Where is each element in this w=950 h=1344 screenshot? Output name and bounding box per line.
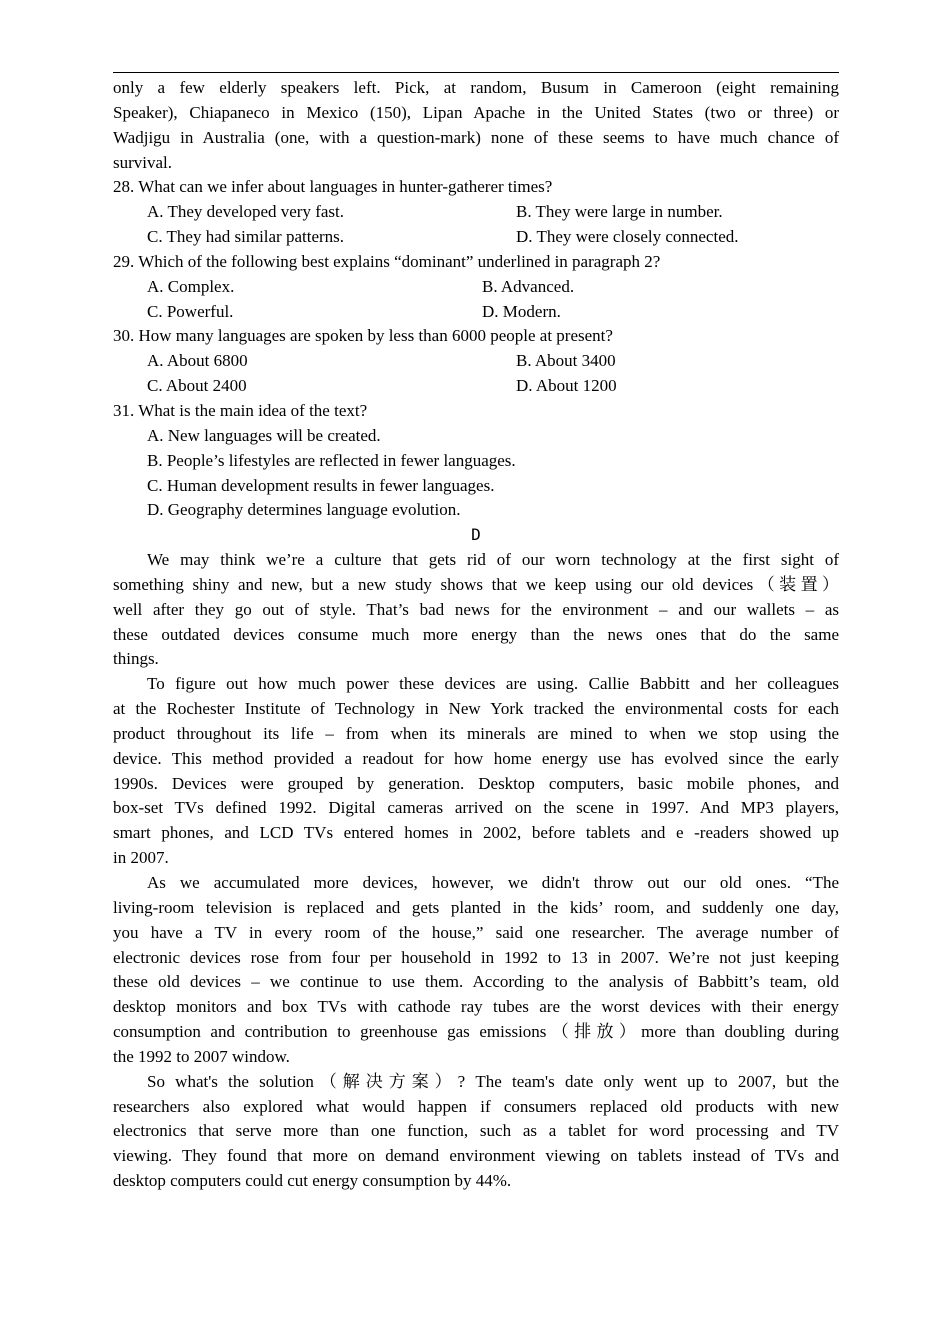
question-29-stem: 29. Which of the following best explains “dominant” underlined in paragraph 2? <box>113 251 661 271</box>
passage-line: Wadjigu in Australia (one, with a question-mark) none of these seems to have much chance of <box>113 127 839 147</box>
paragraph-2-line: To figure out how much power these devices are using. Callie Babbitt and her colleagues <box>147 674 839 694</box>
question-29-options-row2 <box>113 300 839 325</box>
header-rule <box>113 72 839 73</box>
option-d: D. They were closely connected. <box>516 227 739 247</box>
paragraph-1-line: these outdated devices consume much more energy than the news ones that do the same <box>113 624 839 644</box>
paragraph-1-line: things. <box>113 649 159 669</box>
paragraph-4-line: researchers also explored what would happen if consumers replaced old products with new <box>113 1096 839 1116</box>
paragraph-4-line: viewing. They found that more on demand environment viewing on tablets instead of TVs and <box>113 1146 839 1166</box>
paragraph-1-line: something shiny and new, but a new study shows that we keep using our old devices（装置） <box>113 574 839 594</box>
question-30-options-row2 <box>113 374 839 399</box>
paragraph-3-line: consumption and contribution to greenhouse gas emissions（排放）more than doubling during <box>113 1022 839 1042</box>
paragraph-3-line: you have a TV in every room of the house,” said one researcher. The average number of <box>113 922 839 942</box>
paragraph-2-line: product throughout its life – from when its minerals are mined to when we stop using the <box>113 723 839 743</box>
option-c: C. Human development results in fewer languages. <box>147 475 495 495</box>
option-c: C. Powerful. <box>147 301 234 321</box>
paragraph-2-line: smart phones, and LCD TVs entered homes in 2002, before tablets and e -readers showed up <box>113 823 839 843</box>
paragraph-4-line: electronics that serve more than one function, such as a tablet for word processing and TV <box>113 1121 839 1141</box>
option-c: C. They had similar patterns. <box>147 227 345 247</box>
option-a: A. About 6800 <box>147 351 248 371</box>
section-heading: D <box>471 525 481 545</box>
paragraph-1-line: We may think we’re a culture that gets rid of our worn technology at the first sight of <box>147 550 839 570</box>
option-c: C. About 2400 <box>147 376 247 396</box>
option-b: B. Advanced. <box>482 276 575 296</box>
document-body <box>113 76 839 1194</box>
option-b: B. People’s lifestyles are reflected in fewer languages. <box>147 450 516 470</box>
question-30-options-row1 <box>113 349 839 374</box>
question-28-options-row1 <box>113 200 839 225</box>
passage-line: only a few elderly speakers left. Pick, at random, Busum in Cameroon (eight remaining <box>113 78 839 97</box>
paragraph-2-line: device. This method provided a readout for how home energy use has evolved since the early <box>113 748 839 768</box>
option-a: A. They developed very fast. <box>147 202 345 222</box>
option-d: D. Geography determines language evolution. <box>147 500 461 520</box>
paragraph-4-line: So what's the solution（解决方案）? The team's date only went up to 2007, but the <box>147 1071 839 1091</box>
question-30-stem: 30. How many languages are spoken by less than 6000 people at present? <box>113 326 613 346</box>
paragraph-3-line: desktop monitors and box TVs with cathode ray tubes are the worst devices with their energy <box>113 997 839 1017</box>
question-28-options-row2 <box>113 225 839 250</box>
question-31-stem: 31. What is the main idea of the text? <box>113 400 368 420</box>
option-d: D. Modern. <box>482 301 561 321</box>
option-b: B. About 3400 <box>516 351 616 371</box>
paragraph-1-line: well after they go out of style. That’s bad news for the environment – and our wallets – as <box>113 599 839 619</box>
option-a: A. New languages will be created. <box>147 425 381 445</box>
option-a: A. Complex. <box>147 276 235 296</box>
paragraph-4-line: desktop computers could cut energy consumption by 44%. <box>113 1171 512 1191</box>
passage-line: survival. <box>113 152 173 172</box>
paragraph-3-line: electronic devices rose from four per household in 1992 to 13 in 2007. We’re not just keeping <box>113 947 839 967</box>
question-29-options-row1 <box>113 275 839 300</box>
paragraph-3-line: living-room television is replaced and gets planted in the kids’ room, and suddenly one day, <box>113 897 839 917</box>
paragraph-3-line: the 1992 to 2007 window. <box>113 1046 290 1066</box>
paragraph-2-line: at the Rochester Institute of Technology in New York tracked the environmental costs for each <box>113 699 839 719</box>
option-b: B. They were large in number. <box>516 202 723 222</box>
option-d: D. About 1200 <box>516 376 617 396</box>
paragraph-2-line: box-set TVs defined 1992. Digital cameras arrived on the scene in 1997. And MP3 players, <box>113 798 839 818</box>
paragraph-3-line: these old devices – we continue to use them. According to the analysis of Babbitt’s team, old <box>113 972 839 992</box>
paragraph-2-line: 1990s. Devices were grouped by generation. Desktop computers, basic mobile phones, and <box>113 773 839 793</box>
passage-line: Speaker), Chiapaneco in Mexico (150), Lipan Apache in the United States (two or three) or <box>113 102 839 122</box>
question-28-stem: 28. What can we infer about languages in hunter-gatherer times? <box>113 177 553 197</box>
paragraph-3-line: As we accumulated more devices, however, we didn't throw out our old ones. “The <box>147 873 839 892</box>
paragraph-2-line: in 2007. <box>113 848 169 868</box>
